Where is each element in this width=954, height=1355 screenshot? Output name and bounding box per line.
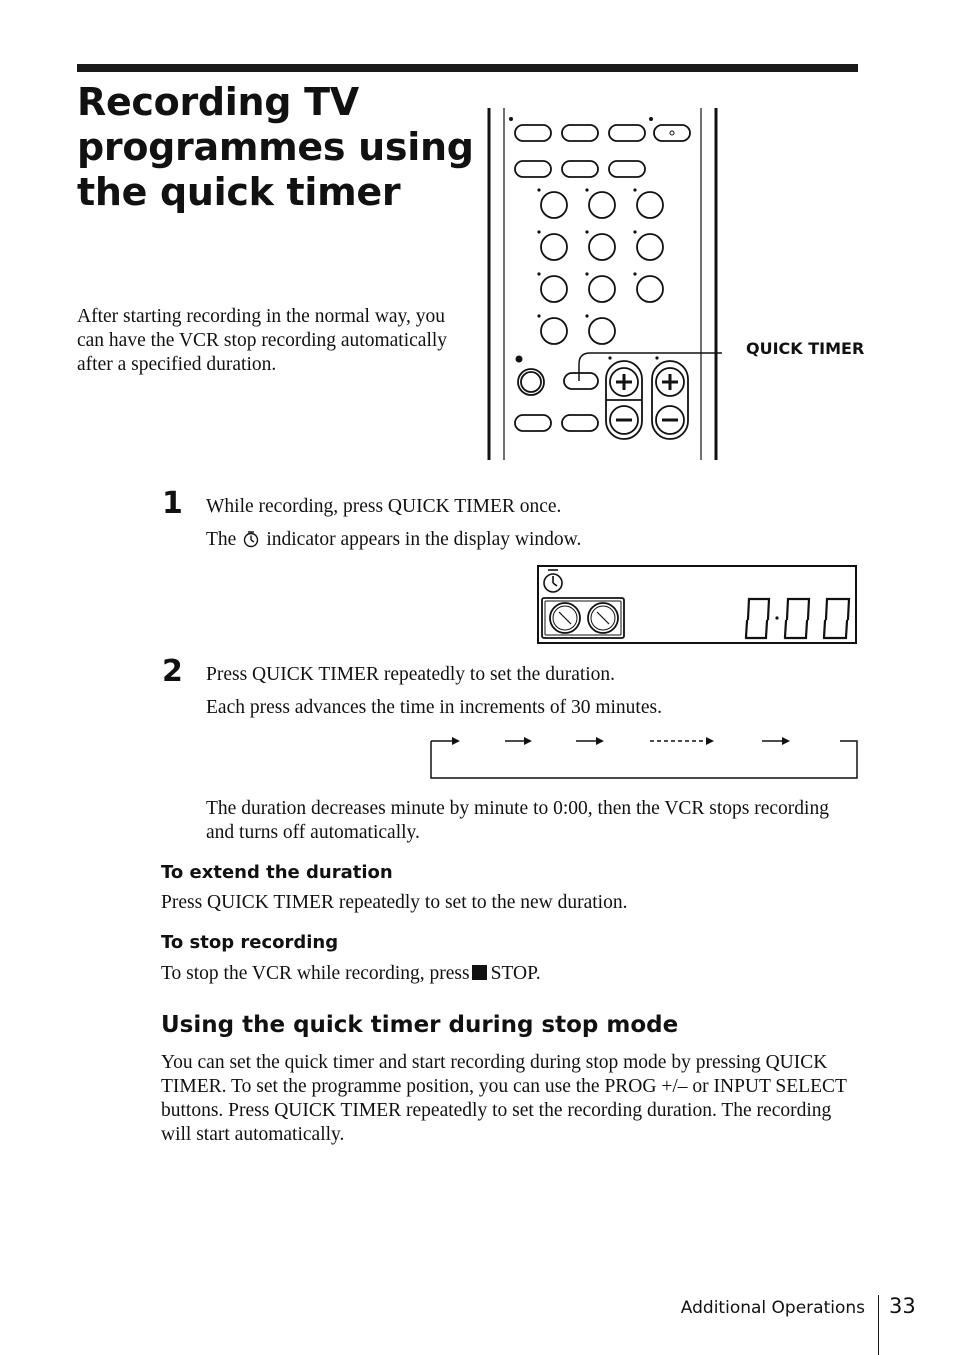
top-rule bbox=[77, 64, 858, 72]
stop-body-before: To stop the VCR while recording, press bbox=[161, 963, 470, 984]
stop-mode-heading: Using the quick timer during stop mode bbox=[161, 1012, 679, 1038]
step-1-note-before: The bbox=[206, 529, 237, 550]
step-2-number: 2 bbox=[162, 654, 183, 689]
step-1-note-after: indicator appears in the display window. bbox=[266, 529, 582, 550]
stop-body bbox=[161, 962, 541, 986]
duration-sequence-diagram bbox=[430, 733, 860, 783]
page-number: 33 bbox=[889, 1294, 916, 1318]
footer-divider bbox=[878, 1295, 879, 1355]
step-1-number: 1 bbox=[162, 486, 183, 521]
number-button-5 bbox=[589, 234, 615, 260]
step-1-note bbox=[206, 528, 581, 555]
page-title: Recording TV programmes using the quick timer bbox=[77, 80, 474, 214]
step-2-instruction: Press QUICK TIMER repeatedly to set the duration. bbox=[206, 664, 616, 685]
remote-top-button-1 bbox=[515, 125, 551, 141]
step-1-instruction: While recording, press QUICK TIMER once. bbox=[206, 496, 562, 517]
step-2-note: Each press advances the time in increments of 30 minutes. bbox=[206, 697, 662, 718]
timer-icon bbox=[242, 530, 260, 555]
number-button-3 bbox=[637, 192, 663, 218]
number-button-6 bbox=[637, 234, 663, 260]
stop-icon bbox=[472, 965, 487, 980]
extend-heading: To extend the duration bbox=[161, 862, 393, 883]
remote-top-button-2 bbox=[562, 125, 598, 141]
number-button-4 bbox=[541, 234, 567, 260]
vcr-display-window bbox=[537, 565, 857, 645]
number-button-9 bbox=[637, 276, 663, 302]
stop-heading: To stop recording bbox=[161, 932, 339, 953]
quick-timer-callout-label: QUICK TIMER bbox=[746, 339, 865, 358]
extend-body: Press QUICK TIMER repeatedly to set to the new duration. bbox=[161, 892, 628, 913]
number-button-0 bbox=[589, 318, 615, 344]
number-button-10 bbox=[541, 318, 567, 344]
footer-section-label: Additional Operations bbox=[680, 1298, 865, 1318]
stop-body-after: STOP. bbox=[490, 963, 541, 984]
duration-decrease-note: The duration decreases minute by minute to 0:00, then the VCR stops recording and turns off automatically. bbox=[206, 798, 829, 843]
stop-mode-body: You can set the quick timer and start recording during stop mode by pressing QUICK TIMER. To set the programme position, you can use the PROG +/– or INPUT SELECT buttons. Press QUICK TIMER repeatedly to set the recording duration. The recording will start automatically. bbox=[161, 1052, 847, 1145]
intro-paragraph: After starting recording in the normal way, you can have the VCR stop recording automatically after a specified duration. bbox=[77, 306, 448, 375]
number-button-1 bbox=[541, 192, 567, 218]
number-button-7 bbox=[541, 276, 567, 302]
number-button-2 bbox=[589, 192, 615, 218]
remote-control-illustration bbox=[486, 106, 722, 462]
remote-top-button-3 bbox=[609, 125, 645, 141]
remote-power-button bbox=[654, 125, 690, 141]
number-button-8 bbox=[589, 276, 615, 302]
quick-timer-button bbox=[564, 373, 598, 389]
